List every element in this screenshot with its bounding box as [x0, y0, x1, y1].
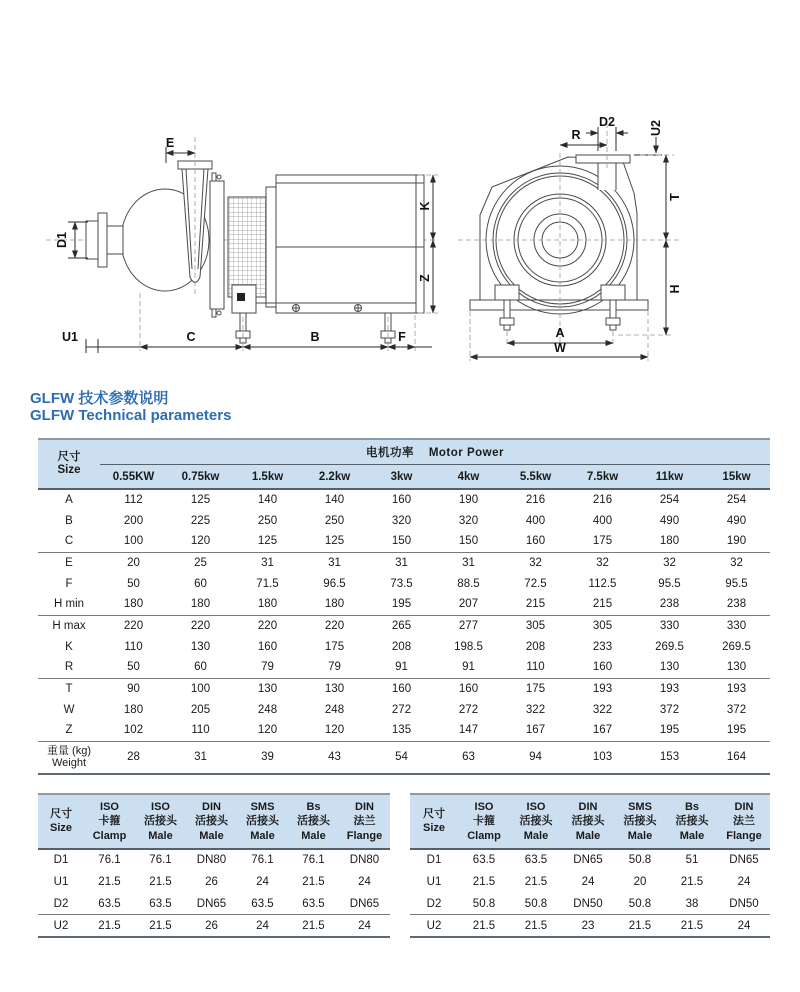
col-header: 3kw: [368, 465, 435, 490]
table-row: [38, 552, 770, 573]
table-cell: 205: [190, 703, 211, 716]
table-cell: 160: [257, 640, 278, 653]
table-row: [38, 489, 770, 510]
table-row: [410, 915, 770, 937]
connection-table-right-header: [410, 794, 770, 849]
table-row: [38, 871, 390, 893]
row-label: 重量 (kg) Weight: [38, 741, 100, 774]
table-cell: 269.5: [722, 640, 751, 653]
table-cell: 200: [123, 514, 144, 527]
table-cell: 24: [358, 875, 371, 888]
col-header: 11kw: [636, 465, 703, 490]
table-row: [38, 615, 770, 636]
col-header: DIN 活接头 Male: [562, 794, 614, 849]
row-label: A: [65, 494, 73, 506]
table-cell: 54: [368, 741, 435, 774]
dim-label-z: Z: [418, 274, 432, 282]
table-cell: 175: [502, 678, 569, 699]
col-header: Bs 活接头 Male: [288, 794, 339, 849]
dim-label-u1: U1: [62, 330, 78, 344]
table-cell: 110: [191, 724, 210, 737]
table-cell: 31: [167, 741, 234, 774]
row-label: D1: [53, 854, 69, 867]
table-cell: 198.5: [454, 640, 483, 653]
col-header: ISO 卡箍 Clamp: [84, 794, 135, 849]
table-cell: 190: [458, 494, 479, 506]
table-cell: 220: [301, 615, 368, 636]
table-cell: 160: [435, 678, 502, 699]
table-row: [38, 915, 390, 937]
table-cell: 164: [703, 741, 770, 774]
table-cell: 216: [592, 494, 613, 506]
table-cell: 320: [391, 514, 412, 527]
table-cell: 60: [194, 577, 207, 590]
connection-table-left-body: [38, 849, 390, 937]
row-label: E: [38, 552, 100, 573]
table-cell: 272: [391, 703, 412, 716]
table-cell: 32: [636, 552, 703, 573]
table-row: [38, 531, 770, 552]
table-cell: DN80: [349, 854, 380, 867]
table-cell: 73.5: [390, 577, 413, 590]
table-cell: 21.5: [614, 915, 666, 937]
table-cell: 21.5: [302, 875, 325, 888]
table-cell: 130: [190, 640, 211, 653]
dim-U2: [634, 120, 663, 155]
table-cell: 24: [581, 875, 595, 888]
table-cell: 32: [502, 552, 569, 573]
table-cell: 180: [324, 598, 345, 611]
table-cell: 233: [592, 640, 613, 653]
col-header: DIN 活接头 Male: [186, 794, 237, 849]
table-cell: 21.5: [458, 915, 510, 937]
col-header: 5.5kw: [502, 465, 569, 490]
table-cell: 50.8: [628, 897, 652, 910]
col-header: DIN 法兰 Flange: [718, 794, 770, 849]
dim-E: [166, 136, 195, 163]
dim-label-f: F: [398, 330, 406, 344]
row-label: U2: [410, 915, 458, 937]
table-cell: 50.8: [524, 897, 548, 910]
col-header: ISO 活接头 Male: [510, 794, 562, 849]
table-cell: 21.5: [524, 875, 548, 888]
table-cell: 63.5: [251, 897, 274, 910]
table-cell: 190: [726, 535, 747, 548]
col-header: SMS 活接头 Male: [614, 794, 666, 849]
size-header: [410, 794, 458, 849]
table-cell: 160: [368, 678, 435, 699]
table-cell: 238: [659, 598, 680, 611]
table-cell: 112: [124, 494, 143, 506]
table-cell: 100: [167, 678, 234, 699]
row-label: F: [65, 577, 73, 590]
table-cell: 90: [100, 678, 167, 699]
dim-label-r: R: [571, 128, 581, 142]
size-header-en: Size: [422, 822, 445, 835]
col-header: SMS 活接头 Male: [237, 794, 288, 849]
table-cell: 220: [167, 615, 234, 636]
table-cell: 39: [234, 741, 301, 774]
connection-table-right: [410, 793, 770, 938]
table-cell: 28: [100, 741, 167, 774]
row-label: H min: [53, 598, 85, 611]
table-cell: 63.5: [98, 897, 121, 910]
dim-R: [560, 128, 607, 145]
table-row: [38, 594, 770, 615]
table-cell: 135: [391, 724, 412, 737]
table-cell: 20: [100, 552, 167, 573]
col-header: 0.75kw: [167, 465, 234, 490]
size-header-en: Size: [57, 464, 81, 476]
table-cell: 20: [633, 875, 647, 888]
table-row: [38, 893, 390, 915]
table-cell: DN65: [573, 854, 603, 867]
table-cell: 24: [256, 875, 269, 888]
table-cell: 248: [257, 703, 278, 716]
table-cell: 215: [525, 598, 546, 611]
table-cell: 150: [458, 535, 479, 548]
table-cell: 112.5: [588, 577, 617, 590]
row-label: R: [64, 661, 74, 674]
table-cell: 24: [237, 915, 288, 937]
table-cell: 265: [368, 615, 435, 636]
table-cell: 32: [703, 552, 770, 573]
section-title: [30, 391, 231, 425]
table-cell: 322: [592, 703, 613, 716]
col-header: 1.5kw: [234, 465, 301, 490]
table-cell: 21.5: [288, 915, 339, 937]
table-row: [410, 893, 770, 915]
table-cell: 95.5: [658, 577, 681, 590]
table-cell: 103: [569, 741, 636, 774]
row-label: D2: [53, 897, 69, 910]
table-cell: 250: [324, 514, 345, 527]
col-header: 2.2kw: [301, 465, 368, 490]
dim-A-W: [470, 311, 648, 361]
col-header: ISO 活接头 Male: [135, 794, 186, 849]
row-label: U2: [38, 915, 84, 937]
table-cell: 153: [636, 741, 703, 774]
dim-label-a: A: [555, 326, 565, 340]
col-header: 15kw: [703, 465, 770, 490]
dim-label-e: E: [165, 136, 175, 150]
table-cell: 320: [458, 514, 479, 527]
table-cell: 26: [205, 875, 218, 888]
table-cell: 91: [395, 661, 408, 674]
table-cell: 50.8: [628, 854, 652, 867]
table-cell: 21.5: [666, 915, 718, 937]
dim-label-h: H: [668, 284, 682, 294]
table-row: [38, 573, 770, 594]
table-cell: 225: [190, 514, 211, 527]
table-cell: 208: [525, 640, 546, 653]
row-label: D2: [426, 897, 442, 910]
table-cell: 180: [190, 598, 211, 611]
table-cell: 180: [123, 598, 144, 611]
table-cell: 208: [391, 640, 412, 653]
table-cell: 50: [127, 577, 140, 590]
table-cell: 238: [726, 598, 747, 611]
pump-side-view-drawing: [40, 95, 440, 365]
table-cell: 130: [301, 678, 368, 699]
dim-label-w: W: [554, 341, 566, 355]
title-english: GLFW Technical parameters: [30, 406, 232, 424]
table-row: [38, 657, 770, 678]
col-header: Bs 活接头 Male: [666, 794, 718, 849]
base-plate: [470, 300, 648, 310]
table-cell: 76.1: [302, 854, 325, 867]
table-row: [410, 871, 770, 893]
table-cell: 31: [435, 552, 502, 573]
dim-label-c: C: [186, 330, 196, 344]
table-cell: DN50: [573, 897, 603, 910]
col-header: 4kw: [435, 465, 502, 490]
table-cell: 125: [257, 535, 278, 548]
table-row: [38, 849, 390, 871]
size-header: [38, 794, 84, 849]
table-cell: 160: [391, 494, 412, 506]
table-cell: 140: [324, 494, 345, 506]
dim-label-u2: U2: [649, 120, 663, 136]
table-cell: 96.5: [323, 577, 346, 590]
dim-label-k: K: [418, 201, 432, 211]
table-cell: 76.1: [251, 854, 274, 867]
table-cell: 180: [659, 535, 680, 548]
table-cell: 60: [194, 661, 207, 674]
table-cell: 372: [726, 703, 747, 716]
connection-table-left: [38, 793, 390, 938]
table-cell: 130: [659, 661, 680, 674]
table-cell: 305: [502, 615, 569, 636]
dim-label-d2: D2: [599, 115, 615, 129]
motor-power-table-header: [38, 439, 770, 489]
pump-front-view-drawing: [450, 95, 760, 365]
table-cell: 193: [703, 678, 770, 699]
row-label: T: [38, 678, 100, 699]
table-cell: 38: [685, 897, 699, 910]
table-cell: 120: [324, 724, 345, 737]
motor-power-table-body: [38, 489, 770, 774]
table-cell: 63.5: [472, 854, 496, 867]
table-cell: 43: [301, 741, 368, 774]
table-cell: 130: [234, 678, 301, 699]
size-header-en: Size: [49, 822, 72, 835]
table-cell: 125: [190, 494, 211, 506]
table-cell: 79: [328, 661, 341, 674]
row-label: U1: [53, 875, 69, 888]
table-cell: 72.5: [524, 577, 547, 590]
table-cell: 31: [234, 552, 301, 573]
table-cell: 195: [659, 724, 680, 737]
table-cell: 25: [167, 552, 234, 573]
table-cell: 88.5: [457, 577, 480, 590]
table-cell: 160: [525, 535, 546, 548]
lantern-adapter: [228, 197, 266, 297]
col-header: 0.55KW: [100, 465, 167, 490]
table-cell: 490: [659, 514, 680, 527]
table-cell: 490: [726, 514, 747, 527]
table-cell: 76.1: [98, 854, 121, 867]
dim-label-d1: D1: [55, 232, 69, 248]
table-cell: 254: [726, 494, 747, 506]
table-cell: 32: [569, 552, 636, 573]
table-row: [38, 636, 770, 657]
size-header-cn: 尺寸: [50, 808, 72, 821]
table-cell: 269.5: [655, 640, 684, 653]
table-cell: 400: [592, 514, 613, 527]
table-row: [38, 510, 770, 531]
dim-label-t: T: [668, 193, 682, 201]
row-label: H max: [38, 615, 100, 636]
table-cell: 207: [458, 598, 479, 611]
table-row: [38, 699, 770, 720]
table-cell: 175: [324, 640, 345, 653]
table-cell: 31: [368, 552, 435, 573]
table-cell: 95.5: [725, 577, 748, 590]
table-cell: 51: [685, 854, 699, 867]
table-cell: 180: [257, 598, 278, 611]
table-cell: 63.5: [149, 897, 172, 910]
table-cell: 21.5: [510, 915, 562, 937]
row-label: B: [65, 514, 73, 527]
row-label: C: [64, 535, 74, 548]
table-row: [410, 849, 770, 871]
table-cell: 120: [257, 724, 278, 737]
table-cell: 130: [726, 661, 747, 674]
table-cell: 150: [391, 535, 412, 548]
table-cell: 330: [703, 615, 770, 636]
table-cell: 272: [458, 703, 479, 716]
table-cell: 250: [257, 514, 278, 527]
table-cell: 248: [324, 703, 345, 716]
table-cell: 140: [257, 494, 278, 506]
table-cell: 110: [526, 661, 545, 674]
table-row: [38, 720, 770, 741]
col-header: ISO 卡箍 Clamp: [458, 794, 510, 849]
row-label: K: [65, 640, 73, 653]
motor-body: [256, 175, 424, 313]
table-cell: 21.5: [84, 915, 135, 937]
size-header-cn: 尺寸: [423, 808, 445, 821]
table-cell: 195: [391, 598, 412, 611]
table-cell: 215: [592, 598, 613, 611]
table-row: [38, 678, 770, 699]
table-cell: 26: [186, 915, 237, 937]
table-cell: 63.5: [302, 897, 325, 910]
table-cell: DN50: [729, 897, 759, 910]
table-cell: 110: [124, 640, 143, 653]
table-cell: 79: [261, 661, 274, 674]
table-cell: DN80: [196, 854, 227, 867]
table-cell: 24: [718, 915, 770, 937]
pump-casing: [86, 137, 212, 295]
table-cell: 125: [324, 535, 345, 548]
size-header: [38, 439, 100, 489]
col-header: DIN 法兰 Flange: [339, 794, 390, 849]
row-label: W: [63, 703, 75, 716]
table-cell: 180: [123, 703, 144, 716]
title-chinese: GLFW 技术参数说明: [30, 390, 169, 407]
table-cell: 91: [462, 661, 475, 674]
table-cell: 305: [569, 615, 636, 636]
table-cell: 94: [502, 741, 569, 774]
dim-label-b: B: [310, 330, 320, 344]
table-cell: 216: [525, 494, 546, 506]
table-cell: 23: [562, 915, 614, 937]
table-cell: 76.1: [149, 854, 172, 867]
row-label: Z: [65, 724, 73, 737]
motor-power-en: Motor Power: [428, 447, 504, 459]
table-cell: 167: [525, 724, 546, 737]
backplate: [210, 173, 224, 317]
motor-power-cn: 电机功率: [366, 447, 415, 459]
col-header: 7.5kw: [569, 465, 636, 490]
table-cell: 254: [659, 494, 680, 506]
table-cell: 24: [737, 875, 751, 888]
table-cell: 24: [339, 915, 390, 937]
table-row: [38, 741, 770, 774]
table-cell: 31: [301, 552, 368, 573]
row-label: D1: [426, 854, 442, 867]
table-cell: 63: [435, 741, 502, 774]
row-label: U1: [426, 875, 442, 888]
table-cell: 193: [569, 678, 636, 699]
table-cell: 147: [458, 724, 479, 737]
table-cell: 277: [435, 615, 502, 636]
table-cell: 21.5: [98, 875, 121, 888]
table-cell: 100: [123, 535, 144, 548]
connection-table-left-header: [38, 794, 390, 849]
table-cell: 21.5: [680, 875, 704, 888]
table-cell: 220: [234, 615, 301, 636]
table-cell: 193: [636, 678, 703, 699]
motor-power-table: [38, 438, 770, 775]
table-cell: 102: [123, 724, 144, 737]
table-cell: 330: [636, 615, 703, 636]
table-cell: 21.5: [149, 875, 172, 888]
table-cell: DN65: [729, 854, 759, 867]
table-cell: 21.5: [472, 875, 496, 888]
table-cell: 120: [190, 535, 211, 548]
table-cell: 220: [100, 615, 167, 636]
table-cell: 63.5: [524, 854, 548, 867]
table-cell: 71.5: [256, 577, 279, 590]
size-header-cn: 尺寸: [57, 450, 81, 463]
table-cell: DN65: [196, 897, 227, 910]
table-cell: 50.8: [472, 897, 496, 910]
table-cell: 160: [592, 661, 613, 674]
motor-power-header: [100, 439, 770, 465]
table-cell: 21.5: [135, 915, 186, 937]
table-cell: DN65: [349, 897, 380, 910]
table-cell: 50: [127, 661, 140, 674]
table-cell: 400: [525, 514, 546, 527]
connection-table-right-body: [410, 849, 770, 937]
table-cell: 167: [592, 724, 613, 737]
table-cell: 372: [659, 703, 680, 716]
table-cell: 322: [525, 703, 546, 716]
table-cell: 195: [726, 724, 747, 737]
table-cell: 175: [592, 535, 613, 548]
